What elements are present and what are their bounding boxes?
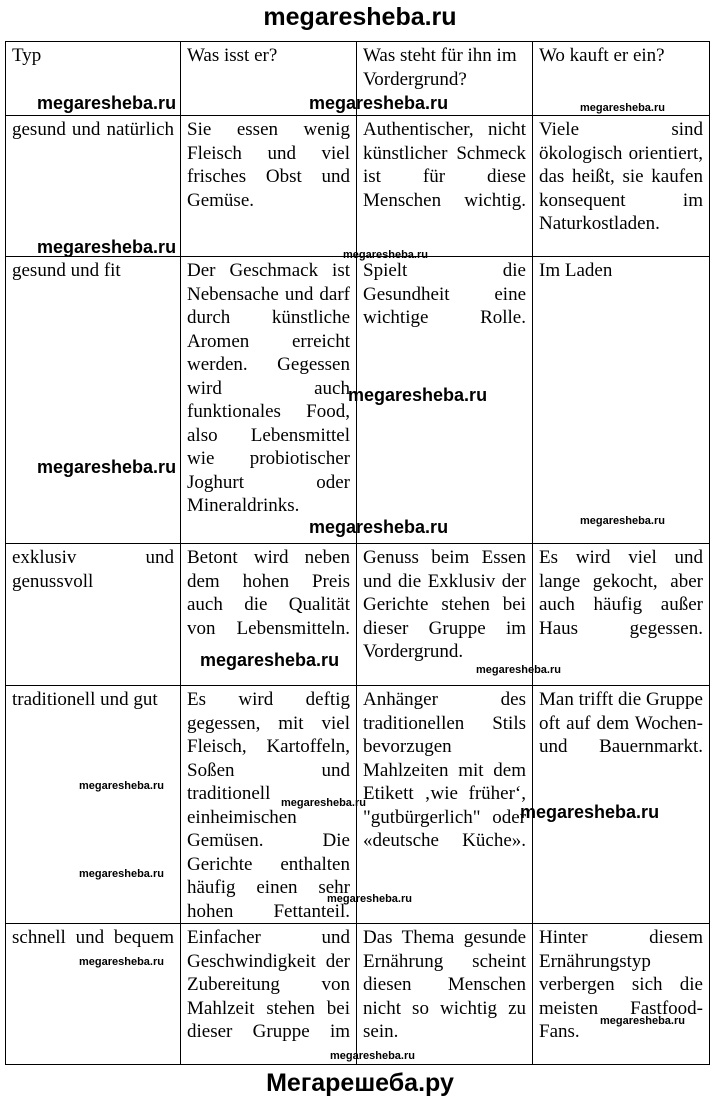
watermark-text: megaresheba.ru (520, 802, 660, 822)
cell-vordergrund: Anhänger des traditionellen Stils bevorzugen Mahlzeiten mit dem Etikett ‚wie früher‘, "gutbürgerlich" oder «deutsche Küche». (357, 686, 533, 924)
cell-einkauf: Man trifft die Gruppe oft auf dem Wochen- und Bauernmarkt. (533, 686, 710, 924)
site-title[interactable]: megaresheba.ru (263, 3, 457, 31)
cell-einkauf: Hinter diesem Ernährungstyp verbergen sich die meisten Fastfood-Fans. (533, 924, 710, 1065)
cell-isst: Der Geschmack ist Nebensache und darf durch künstliche Aromen erreicht werden. Gegessen wird auch funktionales Food, also Lebensmittel wie probiotischer Joghurt oder Mineraldrinks. (181, 257, 357, 544)
watermark-text: megaresheba.ru (281, 797, 366, 809)
cell-typ: schnell und bequem (6, 924, 181, 1065)
watermark-text: megaresheba.ru (330, 1050, 415, 1062)
watermark-text: megaresheba.ru (600, 1015, 685, 1027)
cell-isst: Betont wird neben dem hohen Preis auch die Qualität von Lebensmitteln. (181, 544, 357, 686)
table-row (6, 924, 710, 1065)
cell-vordergrund: Authentischer, nicht künstlicher Schmeck ist für diese Menschen wichtig. (357, 116, 533, 257)
cell-einkauf: Es wird viel und lange gekocht, aber auch häufig außer Haus gegessen. (533, 544, 710, 686)
watermark-text: megaresheba.ru (79, 780, 164, 792)
header-was-isst-er: Was isst er? (181, 42, 357, 116)
watermark-text: megaresheba.ru (37, 457, 177, 477)
cell-typ: exklusiv und genussvoll (6, 544, 181, 686)
cell-vordergrund: Das Thema gesunde Ernährung scheint diesen Menschen nicht so wichtig zu sein. (357, 924, 533, 1065)
watermark-text: megaresheba.ru (37, 93, 177, 113)
watermark-text: megaresheba.ru (37, 237, 177, 257)
watermark-text: megaresheba.ru (309, 517, 449, 537)
cell-isst: Sie essen wenig Fleisch und viel frisches Obst und Gemüse. (181, 116, 357, 257)
table-row (6, 544, 710, 686)
watermark-text: megaresheba.ru (580, 102, 665, 114)
watermark-text: megaresheba.ru (79, 868, 164, 880)
watermark-text: megaresheba.ru (79, 956, 164, 968)
header-vordergrund: Was steht für ihn im Vordergrund? (357, 42, 533, 116)
header-typ: Typ (6, 42, 181, 116)
watermark-text: megaresheba.ru (327, 893, 412, 905)
cell-vordergrund: Spielt die Gesundheit eine wichtige Rolle. (357, 257, 533, 544)
cell-typ: gesund und natürlich (6, 116, 181, 257)
table-row (6, 116, 710, 257)
cell-vordergrund: Genuss beim Essen und die Exklusiv der Gerichte stehen bei dieser Gruppe im Vordergrund. (357, 544, 533, 686)
header-wo-kauft: Wo kauft er ein? (533, 42, 710, 116)
cell-typ: traditionell und gut (6, 686, 181, 924)
watermark-text: megaresheba.ru (580, 515, 665, 527)
cell-isst: Es wird deftig gegessen, mit viel Fleisch, Kartoffeln, Soßen und traditionell einheimischen Gemüsen. Die Gerichte enthalten häufig einen sehr hohen Fettanteil. (181, 686, 357, 924)
watermark-text: megaresheba.ru (309, 93, 449, 113)
watermark-text: megaresheba.ru (200, 650, 340, 670)
watermark-text: megaresheba.ru (476, 664, 561, 676)
cell-isst: Einfacher und Geschwindigkeit der Zubereitung von Mahlzeit stehen bei dieser Gruppe im (181, 924, 357, 1065)
cell-einkauf: Im Laden (533, 257, 710, 544)
watermark-text: megaresheba.ru (348, 385, 488, 405)
cell-einkauf: Viele sind ökologisch orientiert, das heißt, sie kaufen konsequent im Naturkostladen. (533, 116, 710, 257)
nutrition-types-table (5, 41, 710, 1065)
watermark-text: megaresheba.ru (343, 249, 428, 261)
cell-typ: gesund und fit (6, 257, 181, 544)
footer-site-title[interactable]: Мегарешеба.ру (266, 1069, 454, 1097)
